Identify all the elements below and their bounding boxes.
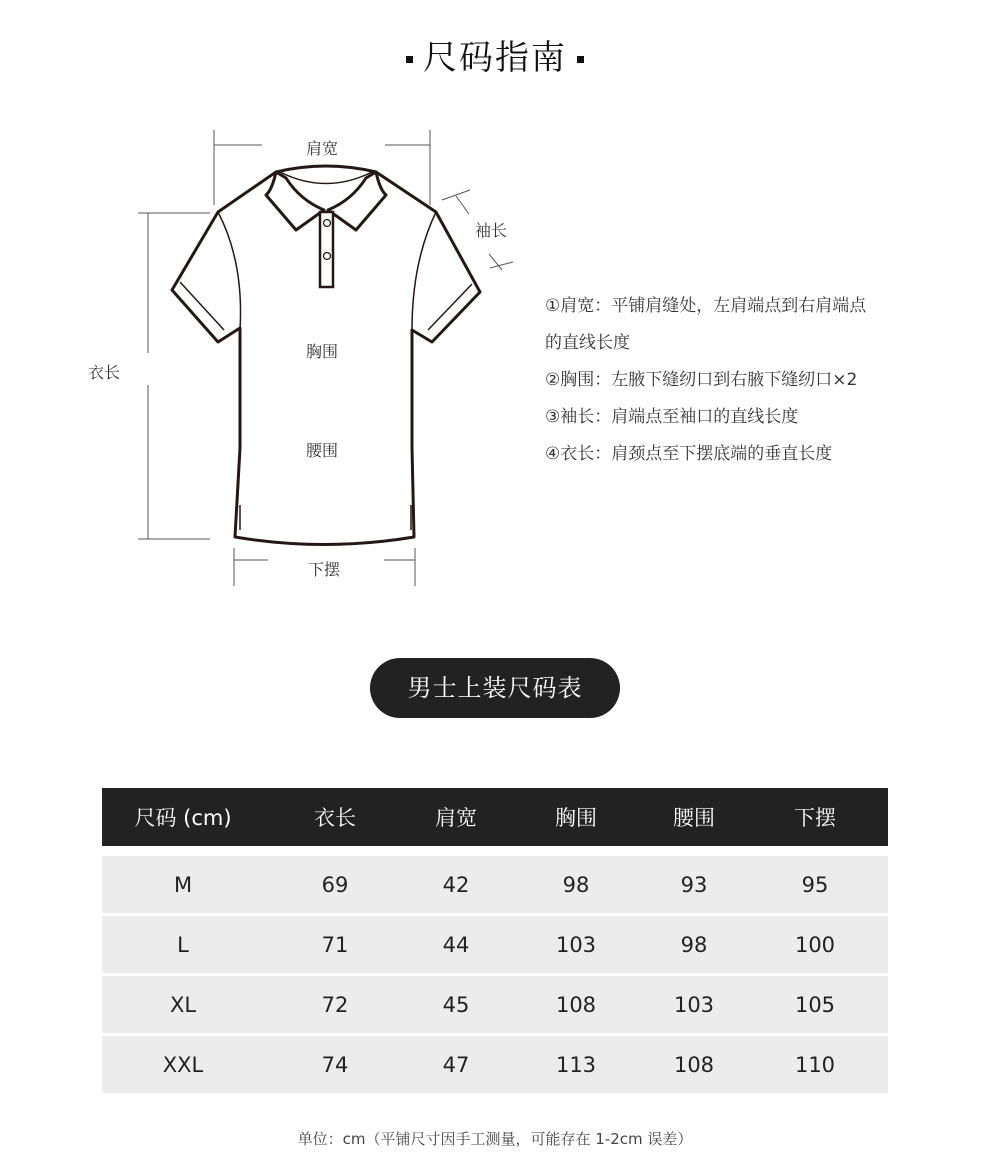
cell-size: XL xyxy=(169,992,197,1017)
cell-size: M xyxy=(173,872,193,897)
cell-hem: 105 xyxy=(794,992,836,1017)
measurement-descriptions xyxy=(545,288,905,473)
cell-waist: 108 xyxy=(673,1052,715,1077)
cell-hem: 100 xyxy=(794,932,836,957)
header-waist: 腰围 xyxy=(673,806,715,830)
header-length: 衣长 xyxy=(314,806,356,830)
cell-size: L xyxy=(177,932,189,957)
cell-hem: 95 xyxy=(801,872,829,897)
cell-chest: 103 xyxy=(555,932,597,957)
page-title: 尺码指南 xyxy=(423,38,567,78)
desc-shoulder-line1: ①肩宽：平铺肩缝处，左肩端点到右肩端点 xyxy=(545,296,867,316)
table-header-row xyxy=(102,788,888,846)
table-row xyxy=(102,976,888,1033)
label-shoulder: 肩宽 xyxy=(306,139,339,158)
cell-waist: 93 xyxy=(680,872,708,897)
header-chest: 胸围 xyxy=(555,806,597,830)
footnote: 单位：cm（平铺尺寸因手工测量，可能存在 1-2cm 误差） xyxy=(297,1130,693,1148)
cell-shoulder: 45 xyxy=(442,992,470,1017)
cell-length: 71 xyxy=(321,932,349,957)
table-row xyxy=(102,1036,888,1093)
cell-length: 74 xyxy=(321,1052,349,1077)
label-chest: 胸围 xyxy=(306,342,339,361)
desc-length: ④衣长：肩颈点至下摆底端的垂直长度 xyxy=(545,444,833,464)
cell-shoulder: 44 xyxy=(442,932,470,957)
label-length: 衣长 xyxy=(88,363,121,382)
size-table-title: 男士上装尺码表 xyxy=(370,658,620,718)
table-row xyxy=(102,856,888,913)
label-sleeve: 袖长 xyxy=(475,221,508,240)
cell-chest: 108 xyxy=(555,992,597,1017)
desc-sleeve: ③袖长：肩端点至袖口的直线长度 xyxy=(545,407,799,427)
cell-length: 69 xyxy=(321,872,349,897)
cell-shoulder: 42 xyxy=(442,872,470,897)
cell-size: XXL xyxy=(162,1052,204,1077)
cell-hem: 110 xyxy=(794,1052,836,1077)
cell-shoulder: 47 xyxy=(442,1052,470,1077)
desc-shoulder-line2: 的直线长度 xyxy=(545,333,630,353)
header-size: 尺码 (cm) xyxy=(134,806,232,830)
table-row xyxy=(102,916,888,973)
cell-chest: 113 xyxy=(555,1052,597,1077)
label-waist: 腰围 xyxy=(306,441,339,460)
header-shoulder: 肩宽 xyxy=(435,806,477,830)
cell-waist: 103 xyxy=(673,992,715,1017)
size-table xyxy=(102,788,888,1093)
desc-chest: ②胸围：左腋下缝纫口到右腋下缝纫口×2 xyxy=(545,370,858,390)
cell-length: 72 xyxy=(321,992,349,1017)
cell-chest: 98 xyxy=(562,872,590,897)
cell-waist: 98 xyxy=(680,932,708,957)
header-hem: 下摆 xyxy=(794,806,836,830)
label-hem: 下摆 xyxy=(308,560,341,579)
